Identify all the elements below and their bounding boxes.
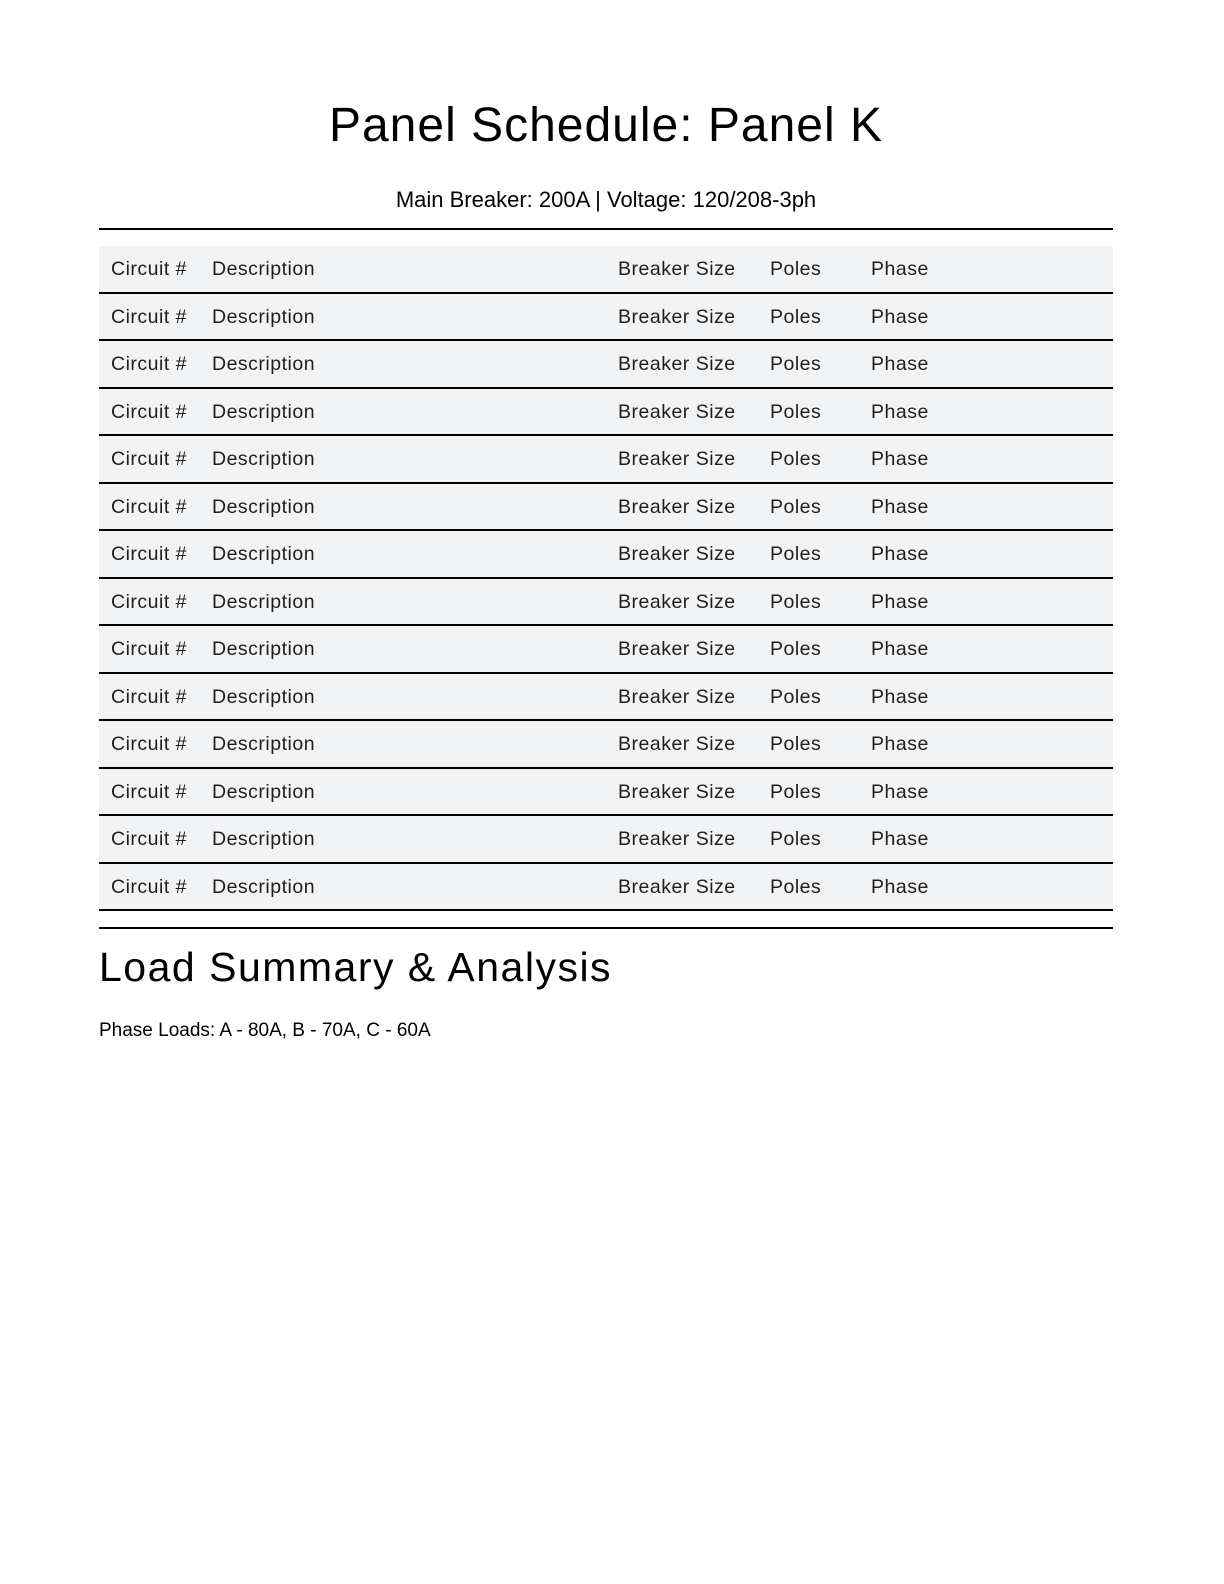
cell-description: Description: [212, 543, 316, 565]
cell-breaker-size: Breaker Size: [618, 353, 736, 375]
cell-circuit-number: Circuit #: [111, 353, 188, 375]
cell-breaker-size: Breaker Size: [618, 305, 736, 328]
table-row: [99, 674, 1113, 722]
cell-description: Description: [212, 448, 316, 470]
cell-description: Description: [212, 828, 316, 850]
cell-phase: Phase: [871, 685, 929, 708]
cell-phase: Phase: [871, 353, 929, 375]
cell-poles: Poles: [770, 638, 822, 660]
panel-schedule-table: [99, 246, 1113, 911]
cell-circuit-number: Circuit #: [111, 875, 188, 898]
page-subtitle: Main Breaker: 200A | Voltage: 120/208-3ph: [395, 187, 817, 212]
cell-circuit-number: Circuit #: [111, 828, 188, 850]
cell-breaker-size: Breaker Size: [618, 828, 736, 850]
cell-breaker-size: Breaker Size: [618, 543, 736, 565]
cell-breaker-size: Breaker Size: [618, 400, 736, 423]
cell-circuit-number: Circuit #: [111, 400, 188, 423]
cell-poles: Poles: [770, 780, 822, 803]
cell-phase: Phase: [871, 543, 929, 565]
cell-description: Description: [212, 590, 316, 613]
cell-description: Description: [212, 495, 316, 518]
cell-circuit-number: Circuit #: [111, 638, 188, 660]
cell-poles: Poles: [770, 590, 822, 613]
cell-circuit-number: Circuit #: [111, 258, 188, 280]
cell-phase: Phase: [871, 828, 929, 850]
table-row: [99, 436, 1113, 484]
cell-description: Description: [212, 733, 316, 755]
cell-phase: Phase: [871, 780, 929, 803]
cell-phase: Phase: [871, 495, 929, 518]
cell-poles: Poles: [770, 685, 822, 708]
cell-phase: Phase: [871, 305, 929, 328]
table-row: [99, 579, 1113, 627]
page-title: Panel Schedule: Panel K: [328, 99, 884, 152]
cell-breaker-size: Breaker Size: [618, 780, 736, 803]
cell-poles: Poles: [770, 258, 822, 280]
cell-description: Description: [212, 685, 316, 708]
cell-circuit-number: Circuit #: [111, 685, 188, 708]
cell-circuit-number: Circuit #: [111, 780, 188, 803]
table-row: [99, 294, 1113, 342]
cell-circuit-number: Circuit #: [111, 448, 188, 470]
table-row: [99, 484, 1113, 532]
table-row: [99, 531, 1113, 579]
cell-circuit-number: Circuit #: [111, 543, 188, 565]
cell-description: Description: [212, 780, 316, 803]
cell-poles: Poles: [770, 305, 822, 328]
cell-circuit-number: Circuit #: [111, 590, 188, 613]
table-row: [99, 389, 1113, 437]
section-divider: [99, 927, 1113, 929]
table-row: [99, 626, 1113, 674]
cell-poles: Poles: [770, 828, 822, 850]
cell-phase: Phase: [871, 448, 929, 470]
phase-loads-text: Phase Loads: A - 80A, B - 70A, C - 60A: [99, 1020, 431, 1041]
cell-phase: Phase: [871, 875, 929, 898]
cell-poles: Poles: [770, 495, 822, 518]
cell-circuit-number: Circuit #: [111, 305, 188, 328]
cell-phase: Phase: [871, 590, 929, 613]
cell-description: Description: [212, 353, 316, 375]
header-divider: [99, 228, 1113, 230]
cell-breaker-size: Breaker Size: [618, 875, 736, 898]
cell-breaker-size: Breaker Size: [618, 685, 736, 708]
cell-phase: Phase: [871, 400, 929, 423]
cell-description: Description: [212, 400, 316, 423]
cell-description: Description: [212, 875, 316, 898]
cell-breaker-size: Breaker Size: [618, 258, 736, 280]
section-title: Load Summary & Analysis: [99, 944, 613, 990]
cell-poles: Poles: [770, 733, 822, 755]
cell-phase: Phase: [871, 638, 929, 660]
cell-poles: Poles: [770, 400, 822, 423]
table-row: [99, 769, 1113, 817]
cell-poles: Poles: [770, 875, 822, 898]
cell-poles: Poles: [770, 543, 822, 565]
cell-breaker-size: Breaker Size: [618, 495, 736, 518]
cell-circuit-number: Circuit #: [111, 495, 188, 518]
cell-phase: Phase: [871, 258, 929, 280]
cell-circuit-number: Circuit #: [111, 733, 188, 755]
cell-breaker-size: Breaker Size: [618, 638, 736, 660]
cell-breaker-size: Breaker Size: [618, 733, 736, 755]
cell-breaker-size: Breaker Size: [618, 590, 736, 613]
cell-description: Description: [212, 305, 316, 328]
table-row: [99, 864, 1113, 912]
cell-description: Description: [212, 258, 316, 280]
cell-phase: Phase: [871, 733, 929, 755]
table-row: [99, 341, 1113, 389]
table-row: [99, 816, 1113, 864]
cell-breaker-size: Breaker Size: [618, 448, 736, 470]
cell-poles: Poles: [770, 448, 822, 470]
cell-poles: Poles: [770, 353, 822, 375]
cell-description: Description: [212, 638, 316, 660]
table-row: [99, 246, 1113, 294]
table-row: [99, 721, 1113, 769]
